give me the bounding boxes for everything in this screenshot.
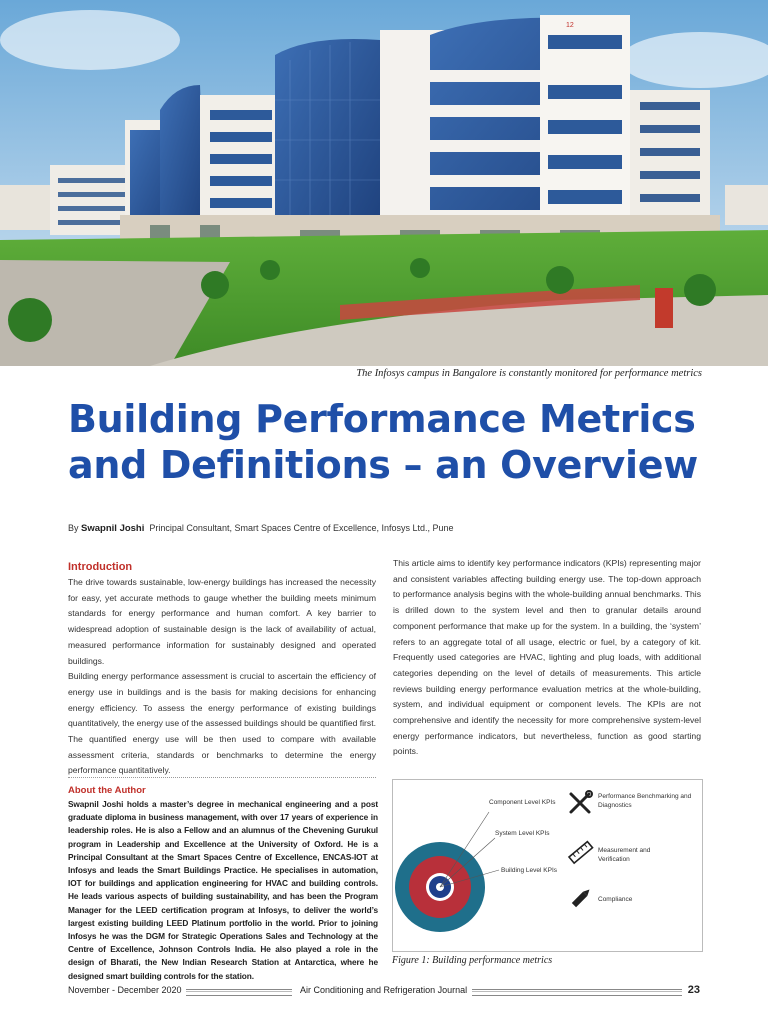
right-paragraph-1: This article aims to identify key performance indicators (KPIs) representing major and consistent variables affecting building energy use. The top-down approach to performance analysis begins with the whole-building annual benchmarks. This is drilled down to the system level and then to granular details around component performance that make up for the system. In a building, the ‘system’ refers to an aggregate total of all usage, electric or fuel, by a category of kit. Frequently used categories are HVAC, lighting and plug loads, with additional categories depending on the level of details of measurements. This article reviews building energy performance evaluation metrics at the whole-building, system, and individual equipment or component levels. The KPIs are not comprehensive and identify the necessity for more comprehensive system-level energy performance indicators, but nevertheless, function as good starting points.	[393, 558, 701, 757]
about-body: holds a master’s degree in mechanical engineering and a post graduate diploma in business management, with over 17 years of experience in leadership roles. He is also a Fellow and an alumnus of the Chevening Gurukul program in Leadership and Excellence at the University of Oxford. He is a Principal Consultant at the Smart Spaces Centre of Excellence, ENCAS-IOT at Infosys and leads the Smart Buildings Practice. He specialises in automation, IOT for buildings and application engineering for HVAC and building controls. He leads various aspects of building sustainability, and has been the Program Manager for the LEED certification program at Infosys, to deliver the world’s largest existing building LEED Platinum portfolio in the world. Prior to joining Infosys he was the DGM for Strategic Operations Sales and Technology at the Centre of Excellence, Johnson Controls India. He also played a role in the design of Bharati, the New Indian Research Station at Antarctica, where he designed smart building controls for the station.	[68, 799, 378, 981]
right-column	[393, 556, 701, 760]
title-line-1: Building Performance Metrics	[68, 397, 696, 441]
campus-photo	[0, 0, 768, 366]
about-author-name: Swapnil Joshi	[68, 799, 124, 809]
article-title	[68, 396, 728, 488]
figure-caption: Figure 1: Building performance metrics	[392, 955, 553, 966]
about-heading: About the Author	[68, 785, 146, 796]
issue-date: November - December 2020	[68, 985, 182, 995]
intro-paragraph-1: The drive towards sustainable, low-energy buildings has increased the necessity for easy, yet accurate methods to gauge whether the building meets minimum standards for energy performance and human comfort. A key barrier to widespread adoption of sustainable design is the lack of availability of actual, measured performance information for sustainably designed and operated buildings.	[68, 577, 376, 666]
footer-rule-left	[186, 989, 292, 996]
system-level-label: System Level KPIs	[495, 830, 550, 837]
journal-name: Air Conditioning and Refrigeration Journal	[300, 985, 468, 995]
legend-1-line-2: Diagnostics	[598, 802, 632, 809]
ruler-icon	[569, 842, 593, 864]
byline	[68, 523, 454, 534]
legend-3-line-1: Compliance	[598, 896, 633, 903]
building-floor-label: 12	[566, 22, 574, 29]
component-level-label: Component Level KPIs	[489, 799, 556, 806]
about-text	[68, 798, 378, 983]
page-footer	[68, 985, 700, 999]
building-level-label: Building Level KPIs	[501, 867, 558, 874]
page-number: 23	[687, 984, 700, 996]
figure-building-metrics	[392, 779, 703, 952]
about-author-box	[68, 784, 378, 983]
pencil-icon	[572, 887, 592, 907]
author-role: Principal Consultant, Smart Spaces Centre of Excellence, Infosys Ltd., Pune	[149, 523, 454, 533]
legend-2-line-1: Measurement and	[598, 847, 651, 854]
campus-photo-illustration	[0, 0, 768, 366]
tools-icon	[571, 791, 592, 812]
legend-1-line-1: Performance Benchmarking and	[598, 793, 692, 800]
intro-paragraph-2: Building energy performance assessment is crucial to ascertain the efficiency of energy use in buildings and is the basis for making decisions for enhancing energy efficiency. To assess the energy performance of existing buildings quantitatively, the energy use of the assessed buildings should be quantified first. The quantified energy use will be then used to compare with available assessment criteria, standards or benchmarks to determine the energy performance quantitatively.	[68, 671, 376, 776]
section-divider	[68, 777, 376, 778]
photo-caption: The Infosys campus in Bangalore is constantly monitored for performance metrics	[356, 368, 702, 379]
left-column	[68, 559, 376, 779]
kpi-diagram	[393, 780, 702, 951]
title-line-2: and Definitions – an Overview	[68, 443, 698, 487]
intro-heading: Introduction	[68, 561, 133, 573]
author-name: Swapnil Joshi	[81, 523, 145, 534]
legend-2-line-2: Verification	[598, 856, 630, 863]
footer-rule-right	[472, 989, 682, 996]
byline-prefix: By	[68, 523, 79, 533]
